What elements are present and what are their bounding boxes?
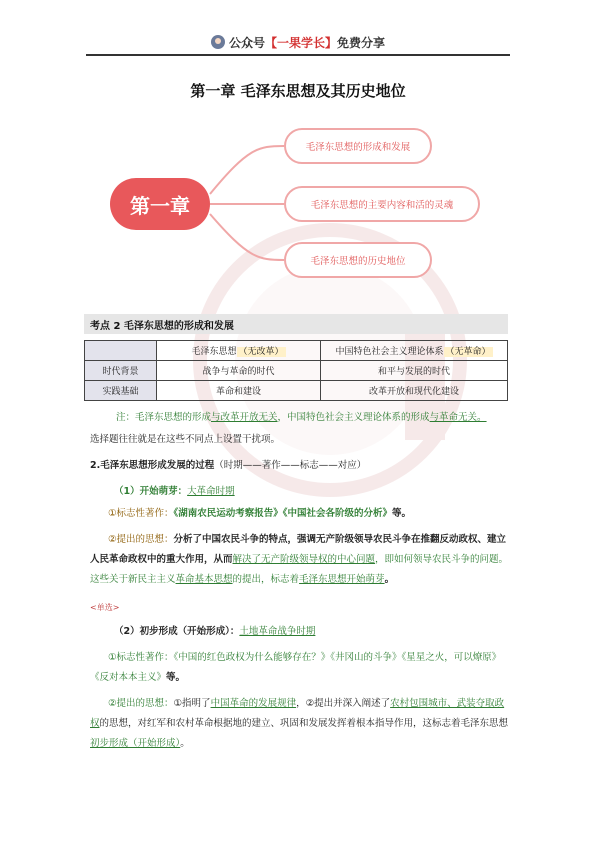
header-prefix: 公众号	[228, 36, 265, 50]
table-row	[85, 361, 508, 381]
table-row	[85, 381, 508, 401]
table-header-cell	[85, 341, 157, 361]
note-text-2: 选择题往往就是在这些不同点上设置干扰项。	[90, 434, 281, 445]
avatar-icon	[211, 35, 225, 49]
page-title: 第一章 毛泽东思想及其历史地位	[190, 82, 406, 100]
question-type-tag: <单选>	[90, 603, 120, 612]
note-text: 注：毛泽东思想的形成与改革开放无关，中国特色社会主义理论体系的形成与革命无关。	[116, 412, 487, 423]
mindmap-node-1: 毛泽东思想的形成和发展	[284, 128, 432, 164]
stage-1-works: ①标志性著作：《湖南农民运动考察报告》《中国社会各阶级的分析》等。	[108, 508, 412, 519]
stage-2-works: ①标志性著作：《中国的红色政权为什么能够存在？》《井冈山的斗争》《星星之火，可以燎原》《反对本本主义》等。	[90, 652, 502, 683]
mindmap-root: 第一章	[110, 178, 210, 230]
stage-2-thought: ②提出的思想：①指明了中国革命的发展规律，②提出并深入阐述了农村包围城市、武装夺取政权的思想，对红军和农村革命根据地的建立、巩固和发展发挥着根本指导作用，这标志着毛泽东思想初步形成（开始形成）。	[90, 698, 509, 749]
header-divider	[86, 54, 510, 56]
section-heading: 考点 2 毛泽东思想的形成和发展	[84, 314, 508, 334]
page-header	[0, 0, 596, 56]
table-header-cell: 毛泽东思想 （无改革）	[157, 341, 321, 361]
table-cell: 和平与发展的时代	[321, 361, 508, 381]
header-brand: 【一果学长】	[264, 36, 337, 50]
stage-1-heading: （1）开始萌芽：大革命时期	[114, 486, 235, 497]
table-cell: 战争与革命的时代	[157, 361, 321, 381]
stage-2-heading: （2）初步形成（开始形成）：土地革命战争时期	[114, 626, 316, 637]
table-cell: 时代背景	[85, 361, 157, 381]
mindmap-node-2: 毛泽东思想的主要内容和活的灵魂	[284, 186, 480, 222]
table-cell: 改革开放和现代化建设	[321, 381, 508, 401]
comparison-table	[84, 340, 508, 401]
header-text	[0, 34, 596, 51]
mindmap-node-3: 毛泽东思想的历史地位	[284, 242, 432, 278]
stage-1-thought: ②提出的思想：分析了中国农民斗争的特点，强调无产阶级领导农民斗争在推翻反动政权、建立人民革命政权中的重大作用，从而解决了无产阶级领导权的中心问题，即如何领导农民斗争的问题。这些关于新民主主义革命基本思想的提出，标志着毛泽东思想开始萌芽。	[90, 534, 509, 585]
header-suffix: 免费分享	[337, 36, 386, 50]
table-cell: 实践基础	[85, 381, 157, 401]
table-cell: 革命和建设	[157, 381, 321, 401]
table-header-row	[85, 341, 508, 361]
subsection-heading: 2.毛泽东思想形成发展的过程（时期——著作——标志——对应）	[90, 460, 367, 471]
chapter-mindmap	[98, 108, 498, 308]
table-header-cell: 中国特色社会主义理论体系 （无革命）	[321, 341, 508, 361]
